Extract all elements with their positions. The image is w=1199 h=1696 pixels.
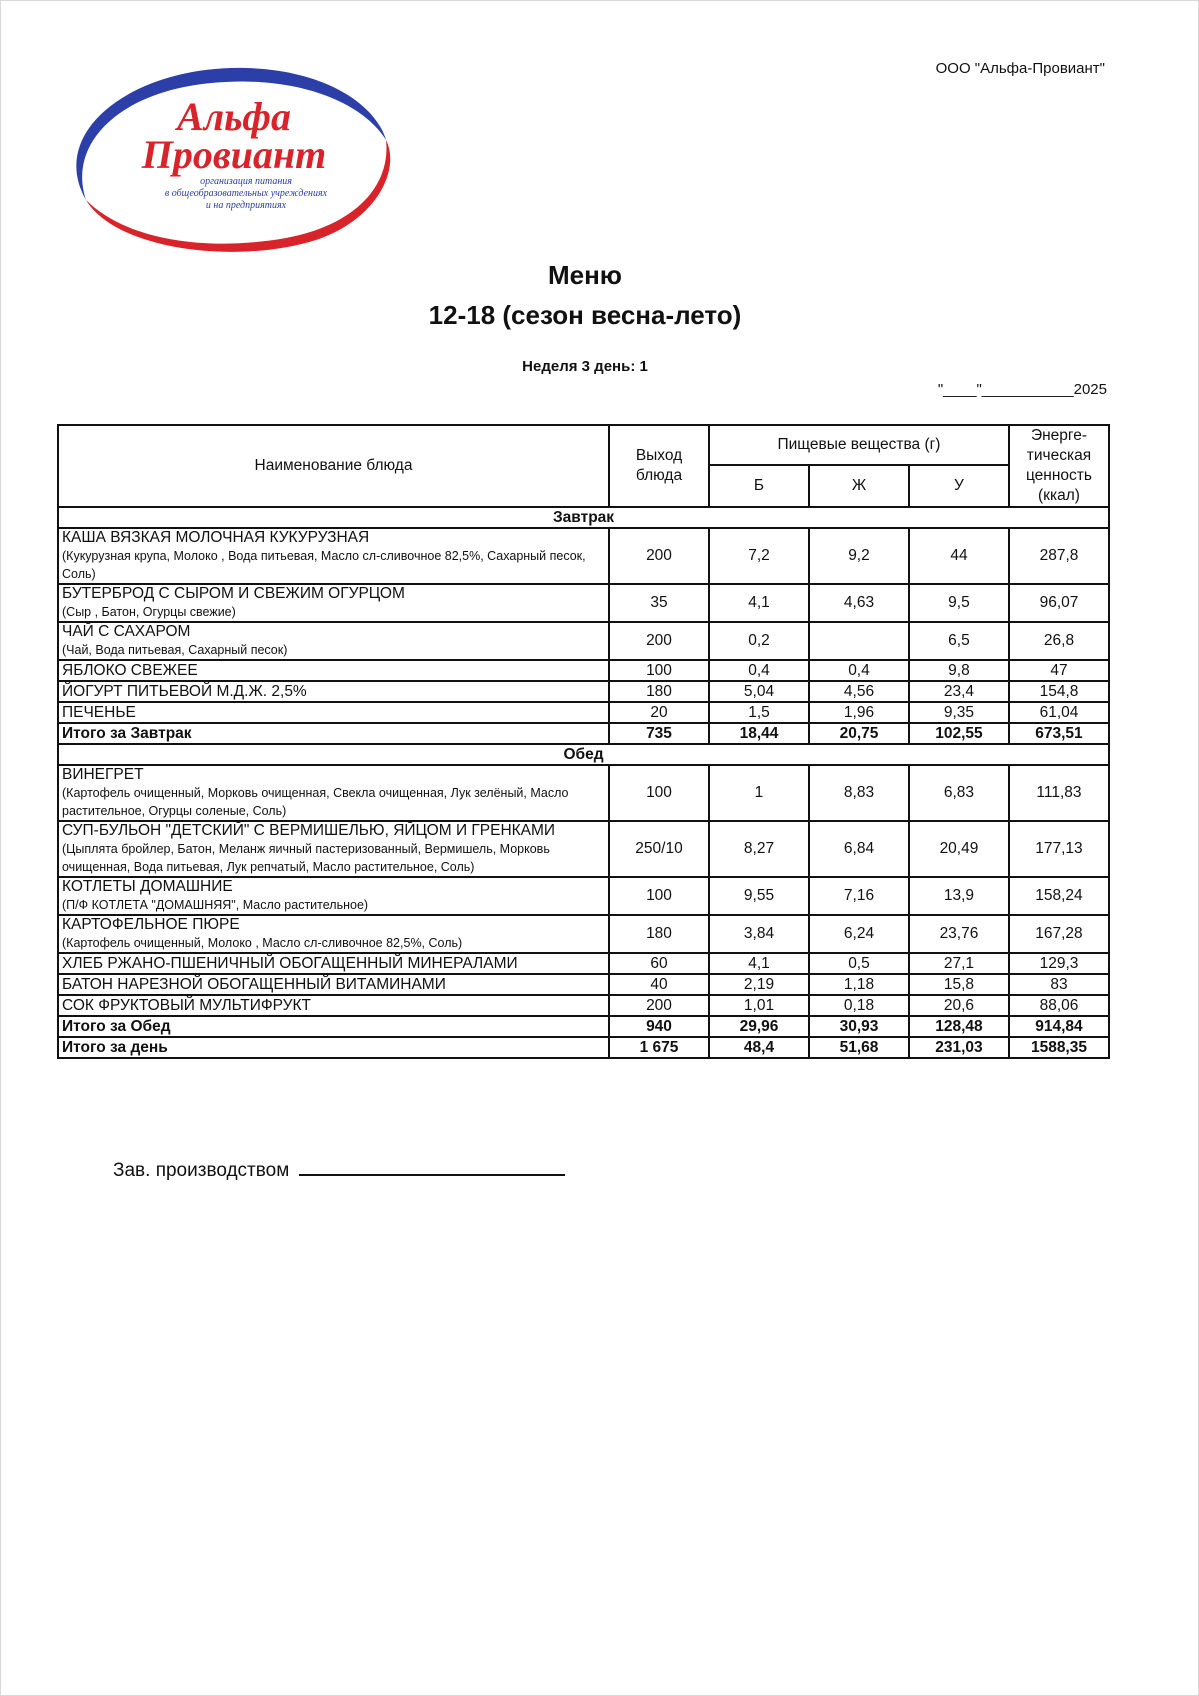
cell-yield: 1 675 bbox=[609, 1037, 709, 1058]
cell-carbs: 15,8 bbox=[909, 974, 1009, 995]
cell-fat: 0,5 bbox=[809, 953, 909, 974]
cell-fat: 0,18 bbox=[809, 995, 909, 1016]
cell-protein: 1,01 bbox=[709, 995, 809, 1016]
section-total-row bbox=[58, 1016, 1109, 1037]
cell-energy: 47 bbox=[1009, 660, 1109, 681]
cell-protein: 9,55 bbox=[709, 877, 809, 915]
dish-name: БАТОН НАРЕЗНОЙ ОБОГАЩЕННЫЙ ВИТАМИНАМИ bbox=[62, 975, 446, 993]
dish-row bbox=[58, 915, 1109, 953]
day-total-row bbox=[58, 1037, 1109, 1058]
dish-ingredients: (Цыплята бройлер, Батон, Меланж яичный пастеризованный, Вермишель, Морковь очищенная, Вода питьевая, Лук репчатый, Масло растительное, Соль) bbox=[62, 842, 550, 874]
dish-cell bbox=[58, 528, 609, 584]
cell-energy: 673,51 bbox=[1009, 723, 1109, 744]
cell-protein: 4,1 bbox=[709, 953, 809, 974]
cell-yield: 40 bbox=[609, 974, 709, 995]
cell-yield: 250/10 bbox=[609, 821, 709, 877]
cell-carbs: 102,55 bbox=[909, 723, 1009, 744]
day-total-label: Итого за день bbox=[58, 1037, 609, 1058]
dish-row bbox=[58, 660, 1109, 681]
dish-ingredients: (Картофель очищенный, Морковь очищенная, Свекла очищенная, Лук зелёный, Масло растительное, Огурцы соленые, Соль) bbox=[62, 786, 569, 818]
cell-fat: 6,24 bbox=[809, 915, 909, 953]
section-row bbox=[58, 507, 1109, 528]
dish-name: ПЕЧЕНЬЕ bbox=[62, 703, 136, 721]
dish-ingredients: (Кукурузная крупа, Молоко , Вода питьевая, Масло сл-сливочное 82,5%, Сахарный песок, Соль) bbox=[62, 549, 586, 581]
cell-fat: 1,96 bbox=[809, 702, 909, 723]
dish-row bbox=[58, 995, 1109, 1016]
cell-carbs: 23,4 bbox=[909, 681, 1009, 702]
cell-fat: 20,75 bbox=[809, 723, 909, 744]
cell-energy: 914,84 bbox=[1009, 1016, 1109, 1037]
cell-carbs: 128,48 bbox=[909, 1016, 1009, 1037]
cell-protein: 7,2 bbox=[709, 528, 809, 584]
dish-row bbox=[58, 584, 1109, 622]
header-protein: Б bbox=[709, 465, 809, 507]
cell-yield: 100 bbox=[609, 660, 709, 681]
cell-protein: 1 bbox=[709, 765, 809, 821]
cell-energy: 61,04 bbox=[1009, 702, 1109, 723]
cell-protein: 1,5 bbox=[709, 702, 809, 723]
cell-carbs: 6,83 bbox=[909, 765, 1009, 821]
dish-name: СОК ФРУКТОВЫЙ МУЛЬТИФРУКТ bbox=[62, 996, 312, 1014]
cell-fat: 6,84 bbox=[809, 821, 909, 877]
section-title: Обед bbox=[58, 744, 1109, 765]
logo-line2: Провиант bbox=[141, 132, 327, 177]
cell-energy: 1588,35 bbox=[1009, 1037, 1109, 1058]
cell-fat: 4,56 bbox=[809, 681, 909, 702]
dish-cell bbox=[58, 995, 609, 1016]
dish-ingredients: (Чай, Вода питьевая, Сахарный песок) bbox=[62, 643, 288, 657]
section-total-row bbox=[58, 723, 1109, 744]
logo-line1: Альфа bbox=[176, 94, 292, 139]
cell-fat: 30,93 bbox=[809, 1016, 909, 1037]
cell-energy: 83 bbox=[1009, 974, 1109, 995]
page-title: Меню bbox=[547, 260, 623, 290]
menu-body bbox=[58, 507, 1109, 1058]
header-dish-name: Наименование блюда bbox=[58, 425, 609, 507]
logo-tag3: и на предприятиях bbox=[205, 200, 287, 211]
dish-row bbox=[58, 953, 1109, 974]
cell-fat: 51,68 bbox=[809, 1037, 909, 1058]
cell-energy: 177,13 bbox=[1009, 821, 1109, 877]
dish-row bbox=[58, 974, 1109, 995]
dish-row bbox=[58, 821, 1109, 877]
dish-row bbox=[58, 877, 1109, 915]
dish-name: ВИНЕГРЕТ bbox=[62, 766, 144, 783]
cell-carbs: 20,49 bbox=[909, 821, 1009, 877]
cell-carbs: 20,6 bbox=[909, 995, 1009, 1016]
cell-energy: 129,3 bbox=[1009, 953, 1109, 974]
dish-row bbox=[58, 622, 1109, 660]
dish-cell bbox=[58, 702, 609, 723]
header-energy: Энерге- тическая ценность (ккал) bbox=[1009, 425, 1109, 507]
dish-cell bbox=[58, 821, 609, 877]
cell-yield: 735 bbox=[609, 723, 709, 744]
logo-tag1: организация питания bbox=[200, 176, 292, 187]
cell-energy: 88,06 bbox=[1009, 995, 1109, 1016]
cell-yield: 200 bbox=[609, 622, 709, 660]
cell-carbs: 23,76 bbox=[909, 915, 1009, 953]
page-subtitle: 12-18 (сезон весна-лето) bbox=[428, 300, 742, 330]
cell-fat: 7,16 bbox=[809, 877, 909, 915]
week-day-label: Неделя 3 день: 1 bbox=[522, 358, 648, 375]
dish-name: СУП-БУЛЬОН "ДЕТСКИЙ" С ВЕРМИШЕЛЬЮ, ЯЙЦОМ И ГРЕНКАМИ bbox=[62, 822, 556, 839]
dish-ingredients: (Сыр , Батон, Огурцы свежие) bbox=[62, 605, 236, 619]
dish-name: БУТЕРБРОД С СЫРОМ И СВЕЖИМ ОГУРЦОМ bbox=[62, 585, 405, 602]
dish-name: ХЛЕБ РЖАНО-ПШЕНИЧНЫЙ ОБОГАЩЕННЫЙ МИНЕРАЛАМИ bbox=[62, 954, 518, 972]
dish-name: ЧАЙ С САХАРОМ bbox=[62, 623, 191, 640]
dish-cell bbox=[58, 953, 609, 974]
header-nutrients: Пищевые вещества (г) bbox=[709, 425, 1009, 465]
company-name: ООО "Альфа-Провиант" bbox=[935, 60, 1105, 77]
header-carbs: У bbox=[909, 465, 1009, 507]
dish-cell bbox=[58, 974, 609, 995]
cell-protein: 48,4 bbox=[709, 1037, 809, 1058]
cell-carbs: 231,03 bbox=[909, 1037, 1009, 1058]
cell-carbs: 27,1 bbox=[909, 953, 1009, 974]
cell-carbs: 13,9 bbox=[909, 877, 1009, 915]
dish-cell bbox=[58, 622, 609, 660]
header-yield: Выход блюда bbox=[609, 425, 709, 507]
menu-table bbox=[57, 424, 1110, 1059]
signature-block bbox=[113, 1160, 565, 1182]
cell-protein: 5,04 bbox=[709, 681, 809, 702]
cell-protein: 3,84 bbox=[709, 915, 809, 953]
cell-yield: 20 bbox=[609, 702, 709, 723]
cell-energy: 96,07 bbox=[1009, 584, 1109, 622]
dish-ingredients: (Картофель очищенный, Молоко , Масло сл-сливочное 82,5%, Соль) bbox=[62, 936, 463, 950]
cell-protein: 4,1 bbox=[709, 584, 809, 622]
dish-cell bbox=[58, 915, 609, 953]
signature-label: Зав. производством bbox=[113, 1160, 290, 1181]
dish-name: КОТЛЕТЫ ДОМАШНИЕ bbox=[62, 878, 233, 895]
cell-yield: 60 bbox=[609, 953, 709, 974]
cell-yield: 100 bbox=[609, 877, 709, 915]
cell-yield: 35 bbox=[609, 584, 709, 622]
dish-name: КАРТОФЕЛЬНОЕ ПЮРЕ bbox=[62, 916, 240, 933]
dish-cell bbox=[58, 660, 609, 681]
cell-energy: 111,83 bbox=[1009, 765, 1109, 821]
cell-carbs: 9,35 bbox=[909, 702, 1009, 723]
section-row bbox=[58, 744, 1109, 765]
dish-cell bbox=[58, 584, 609, 622]
dish-name: ЯБЛОКО СВЕЖЕЕ bbox=[62, 661, 198, 679]
cell-yield: 180 bbox=[609, 915, 709, 953]
cell-carbs: 6,5 bbox=[909, 622, 1009, 660]
cell-yield: 200 bbox=[609, 528, 709, 584]
dish-row bbox=[58, 681, 1109, 702]
cell-yield: 200 bbox=[609, 995, 709, 1016]
cell-energy: 26,8 bbox=[1009, 622, 1109, 660]
alfa-proviant-logo bbox=[56, 60, 392, 260]
dish-row bbox=[58, 702, 1109, 723]
cell-protein: 18,44 bbox=[709, 723, 809, 744]
dish-cell bbox=[58, 877, 609, 915]
signature-line bbox=[299, 1160, 565, 1176]
cell-carbs: 44 bbox=[909, 528, 1009, 584]
cell-fat: 1,18 bbox=[809, 974, 909, 995]
dish-name: ЙОГУРТ ПИТЬЕВОЙ М.Д.Ж. 2,5% bbox=[62, 682, 307, 700]
cell-fat: 4,63 bbox=[809, 584, 909, 622]
total-label: Итого за Завтрак bbox=[58, 723, 609, 744]
cell-fat: 9,2 bbox=[809, 528, 909, 584]
total-label: Итого за Обед bbox=[58, 1016, 609, 1037]
cell-carbs: 9,8 bbox=[909, 660, 1009, 681]
cell-yield: 180 bbox=[609, 681, 709, 702]
cell-energy: 158,24 bbox=[1009, 877, 1109, 915]
cell-fat bbox=[809, 622, 909, 660]
logo-tag2: в общеобразовательных учреждениях bbox=[164, 188, 328, 199]
dish-row bbox=[58, 765, 1109, 821]
cell-fat: 0,4 bbox=[809, 660, 909, 681]
dish-cell bbox=[58, 681, 609, 702]
date-line: "____"___________2025 bbox=[937, 381, 1107, 398]
cell-protein: 8,27 bbox=[709, 821, 809, 877]
cell-carbs: 9,5 bbox=[909, 584, 1009, 622]
cell-protein: 0,2 bbox=[709, 622, 809, 660]
cell-protein: 2,19 bbox=[709, 974, 809, 995]
dish-cell bbox=[58, 765, 609, 821]
cell-yield: 100 bbox=[609, 765, 709, 821]
section-title: Завтрак bbox=[58, 507, 1109, 528]
cell-yield: 940 bbox=[609, 1016, 709, 1037]
dish-row bbox=[58, 528, 1109, 584]
cell-energy: 154,8 bbox=[1009, 681, 1109, 702]
cell-protein: 0,4 bbox=[709, 660, 809, 681]
dish-name: КАША ВЯЗКАЯ МОЛОЧНАЯ КУКУРУЗНАЯ bbox=[62, 529, 370, 546]
header-fat: Ж bbox=[809, 465, 909, 507]
cell-energy: 287,8 bbox=[1009, 528, 1109, 584]
cell-protein: 29,96 bbox=[709, 1016, 809, 1037]
cell-energy: 167,28 bbox=[1009, 915, 1109, 953]
cell-fat: 8,83 bbox=[809, 765, 909, 821]
dish-ingredients: (П/Ф КОТЛЕТА "ДОМАШНЯЯ", Масло растительное) bbox=[62, 898, 369, 912]
